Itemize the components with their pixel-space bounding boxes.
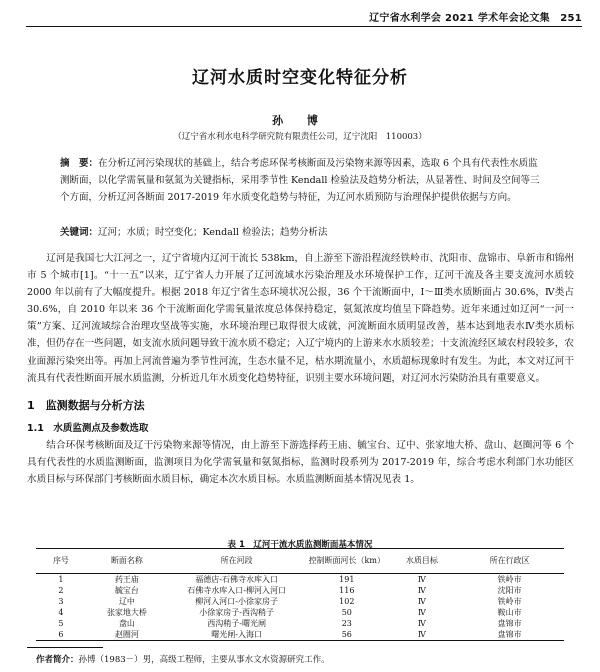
table-cell: 赵圈河 <box>86 629 168 641</box>
table-cell: 小徐家房子-西沟稍子 <box>199 608 274 617</box>
running-head: 辽宁省水利学会 2021 学术年会论文集 251 <box>369 13 582 24</box>
author-name: 孙 博 <box>272 114 328 127</box>
table-caption: 表 1 辽河干流水质监测断面基本情况 <box>227 540 373 550</box>
table-cell: 102 <box>339 597 355 606</box>
keywords-label: 关键词： <box>60 227 99 238</box>
table-cell: 张家地大桥 <box>106 608 147 617</box>
table-cell: 盘锦市 <box>497 619 522 628</box>
footnote-label: 作者简介： <box>36 655 79 665</box>
table-cell: Ⅳ <box>388 629 455 641</box>
keywords-text: 辽河；水质；时空变化；Kendall 检验法；趋势分析法 <box>98 227 328 238</box>
table-cell: 药王庙 <box>114 575 139 584</box>
section-heading-1-1: 1.1 水质监测点及参数选取 <box>27 423 149 434</box>
table-cell: 5 <box>58 619 64 628</box>
section-1-1-paragraph: 结合环保考核断面及辽干污染物来源等情况，由上游至下游选择药王庙、毓宝台、辽中、张家地大桥、盘山、赵圈河等 6 个具有代表性的水质监测断面，监测项目为化学需氧量和氨氮指标，监测时段系列为 2017-2019 年，综合考虑水利部门水功能区水质目标与环保部门考核断面水质目标，确定本次水质目标。水质监测断面基本情况见表 1。 <box>27 440 574 486</box>
keywords <box>60 224 540 241</box>
table-cell: 石佛寺水库入口-柳河入河口 <box>187 586 286 595</box>
abstract-label: 摘 要： <box>60 158 99 169</box>
header-rule <box>26 26 582 27</box>
table-header-cell: 所在河段 <box>168 549 305 574</box>
table-row <box>36 596 564 607</box>
author-affiliation: （辽宁省水利水电科学研究院有限责任公司，辽宁沈阳 110003） <box>173 132 427 142</box>
paper-title: 辽河水质时空变化特征分析 <box>192 68 408 88</box>
table-row <box>36 607 564 618</box>
table-cell: 50 <box>341 608 352 617</box>
table-cell: Ⅳ <box>417 597 426 606</box>
table-row <box>36 618 564 629</box>
monitoring-section-table <box>36 548 564 641</box>
table-cell: 铁岭市 <box>497 597 522 606</box>
table-cell: 曙光闸-入海口 <box>168 629 305 641</box>
table-header-cell: 序号 <box>36 549 86 574</box>
table-header-row <box>36 549 564 574</box>
table-cell: Ⅳ <box>417 575 426 584</box>
table-cell: 6 <box>36 629 86 641</box>
table-cell: 毓宝台 <box>114 586 139 595</box>
table-row <box>36 585 564 596</box>
table-header-cell: 断面名称 <box>86 549 168 574</box>
table-cell: 23 <box>341 619 352 628</box>
table-header-cell: 所在行政区 <box>455 549 564 574</box>
table-cell: Ⅳ <box>417 586 426 595</box>
author-footnote <box>36 653 330 665</box>
table-cell: Ⅳ <box>417 608 426 617</box>
table-cell: 铁岭市 <box>497 575 522 584</box>
abstract-text: 在分析辽河污染现状的基础上，结合考虑环保考核断面及污染物来源等因素，选取 6 个具有代表性水质监测断面，以化学需氧量和氨氮为关键指标，采用季节性 Kendall 检验法及趋势分析法，从显著性、时间及空间等三个方面，分析辽河各断面 2017-2019 年水质变化趋势与特征，为辽河水质预防与治理保护提供依据与方向。 <box>60 158 540 203</box>
table-cell: 盘锦市 <box>455 629 564 641</box>
table-cell: 福德店-石佛寺水库入口 <box>195 575 278 584</box>
footnote-rule <box>27 647 103 648</box>
table-header-cell: 水质目标 <box>388 549 455 574</box>
footnote-text: 孙博（1983－）男，高级工程师，主要从事水文水资源研究工作。 <box>78 655 330 665</box>
intro-paragraph: 辽河是我国七大江河之一，辽宁省境内辽河干流长 538km，自上游至下游沿程流经铁岭市、沈阳市、盘锦市、阜新市和锦州市 5 个城市[1]。“十一五”以来，辽宁省人力开展了辽河流域水污染治理及水环境保护工作，辽河干流及各主要支流河水质较 2000 年以前有了大幅度提升。根据 2018 年辽宁省生态环境状况公报，36 个干流断面中，Ⅰ～Ⅲ类水质断面占 30.6%，Ⅳ类占 30.6%，自 2010 年以来 36 个干流断面化学需氧量浓度总体保持稳定，氨氮浓度均值呈下降趋势。近年来通过如辽河“一河一策”方案、辽河流域综合治理攻坚战等实施，水环境治理已取得很大成就，河流断面水质明显改善，基本达到地表水Ⅳ类水质标准，但仍存在一些问题，如支流水质问题导致干流水质不稳定；入辽宁境内的上游来水水质较差；十支流流经区域农村段较多，农业面源污染突出等。再加上河流普遍为季节性河流，生态水量不足，枯水期流量小，水质超标现象时有发生。为此，本文对辽河干流具有代表性断面开展水质监测，分析近几年水质变化趋势特征，识别主要水环境问题，对辽河水污染防治具有重要意义。 <box>27 253 574 384</box>
table-cell: 鞍山市 <box>497 608 522 617</box>
table-cell: 56 <box>305 629 388 641</box>
table-cell: 沈阳市 <box>497 586 522 595</box>
table-cell: 西沟稍子-曙光闸 <box>207 619 266 628</box>
table-cell: 4 <box>58 608 64 617</box>
table-cell: Ⅳ <box>417 619 426 628</box>
table-cell: 2 <box>58 586 64 595</box>
table-cell: 116 <box>339 586 355 595</box>
abstract <box>60 155 540 206</box>
table-cell: 柳河入河口-小徐家房子 <box>195 597 278 606</box>
table-header-cell: 控制断面河长（km） <box>305 549 388 574</box>
table-cell: 191 <box>339 575 355 584</box>
table-cell: 3 <box>58 597 64 606</box>
table-row <box>36 574 564 586</box>
section-heading-1: 1 监测数据与分析方法 <box>27 399 145 412</box>
table-cell: 盘山 <box>118 619 135 628</box>
table-cell: 1 <box>58 575 64 584</box>
table-row <box>36 629 564 641</box>
table-cell: 辽中 <box>118 597 135 606</box>
